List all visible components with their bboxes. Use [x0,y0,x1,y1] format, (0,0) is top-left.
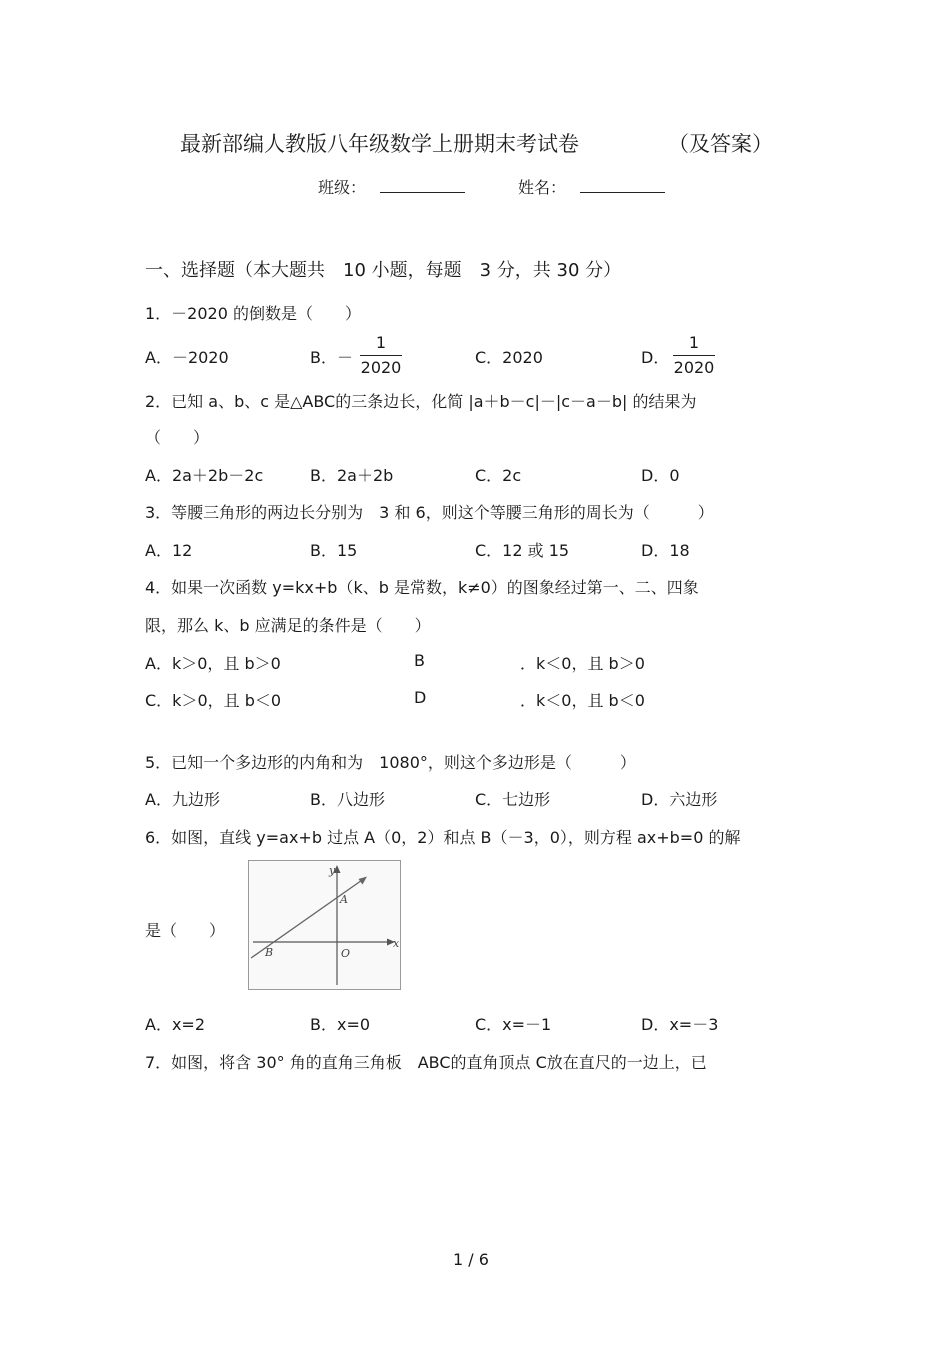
q1-option-d-prefix: D． [641,348,670,367]
q3-option-b: B．15 [310,541,358,560]
q4-option-d-text: ．k＜0，且 b＜0 [520,691,645,710]
point-b-label: B [265,946,274,959]
q4-option-b-letter: B [414,651,425,670]
y-axis-label: y [329,864,336,877]
q6-stem-line1: 6．如图，直线 y=ax+b 过点 A（0，2）和点 B（－3，0），则方程 ax+b=0 的解 [145,828,741,847]
q4-stem-line1: 4．如果一次函数 y=kx+b（k、b 是常数，k≠0）的图象经过第一、二、四象 [145,578,699,597]
fraction-denominator: 2020 [673,358,715,377]
q1-option-c: C．2020 [475,348,543,367]
q2-stem-line2: （ ） [145,428,210,447]
q1-option-b-fraction [360,332,402,379]
q5-stem: 5．已知一个多边形的内角和为 1080°，则这个多边形是（ ） [145,753,636,772]
class-label: 班级： [318,178,367,197]
q2-option-a: A．2a＋2b－2c [145,466,264,485]
name-field [518,175,665,198]
q4-option-a: A．k＞0，且 b＞0 [145,654,281,673]
exam-title: 最新部编人教版八年级数学上册期末考试卷 [180,132,579,156]
origin-label: O [341,947,351,960]
fraction-denominator: 2020 [360,358,402,377]
class-blank [380,178,465,193]
q6-option-c: C．x=－1 [475,1015,552,1034]
q2-option-b: B．2a＋2b [310,466,394,485]
name-label: 姓名： [518,178,567,197]
q3-option-a: A．12 [145,541,193,560]
q6-graph-figure [248,860,401,990]
q6-option-b: B．x=0 [310,1015,371,1034]
q2-stem-line1: 2．已知 a、b、c 是△ABC的三条边长，化简 |a＋b－c|－|c－a－b| 的结果为 [145,392,697,411]
fraction-bar [360,355,402,356]
q4-stem-line2: 限，那么 k、b 应满足的条件是（ ） [145,616,431,635]
point-a-label: A [340,893,348,906]
section-heading: 一、选择题（本大题共 10 小题，每题 3 分，共 30 分） [145,260,622,281]
exam-title-suffix: （及答案） [668,132,773,156]
q1-option-a: A．－2020 [145,348,229,367]
q6-graph-svg [249,861,400,989]
q1-option-b-prefix: B．－ [310,348,353,367]
name-blank [580,178,665,193]
q1-option-d-fraction [673,332,715,379]
fraction-numerator: 1 [688,333,700,352]
q4-option-d-letter: D [414,688,427,707]
q7-stem-line1: 7．如图，将含 30° 角的直角三角板 ABC的直角顶点 C放在直尺的一边上，已 [145,1053,707,1072]
fraction-numerator: 1 [375,333,387,352]
q5-option-b: B．八边形 [310,790,385,809]
q6-option-d: D．x=－3 [641,1015,719,1034]
x-axis-label: x [393,937,400,950]
q2-option-c: C．2c [475,466,522,485]
q3-option-c: C．12 或 15 [475,541,570,560]
fraction-bar [673,355,715,356]
q2-option-d: D．0 [641,466,680,485]
q3-stem: 3．等腰三角形的两边长分别为 3 和 6，则这个等腰三角形的周长为（ ） [145,503,714,522]
q4-option-c: C．k＞0，且 b＜0 [145,691,282,710]
q4-option-b-text: ．k＜0，且 b＞0 [520,654,645,673]
class-field [318,175,465,198]
q5-option-d: D．六边形 [641,790,718,809]
q1-stem: 1．－2020 的倒数是（ ） [145,304,361,323]
page-number: 1 / 6 [453,1250,489,1269]
q6-option-a: A．x=2 [145,1015,206,1034]
q5-option-a: A．九边形 [145,790,220,809]
q3-option-d: D．18 [641,541,690,560]
function-line-arrow [359,877,368,885]
q5-option-c: C．七边形 [475,790,551,809]
q6-stem-line2: 是（ ） [145,921,226,940]
